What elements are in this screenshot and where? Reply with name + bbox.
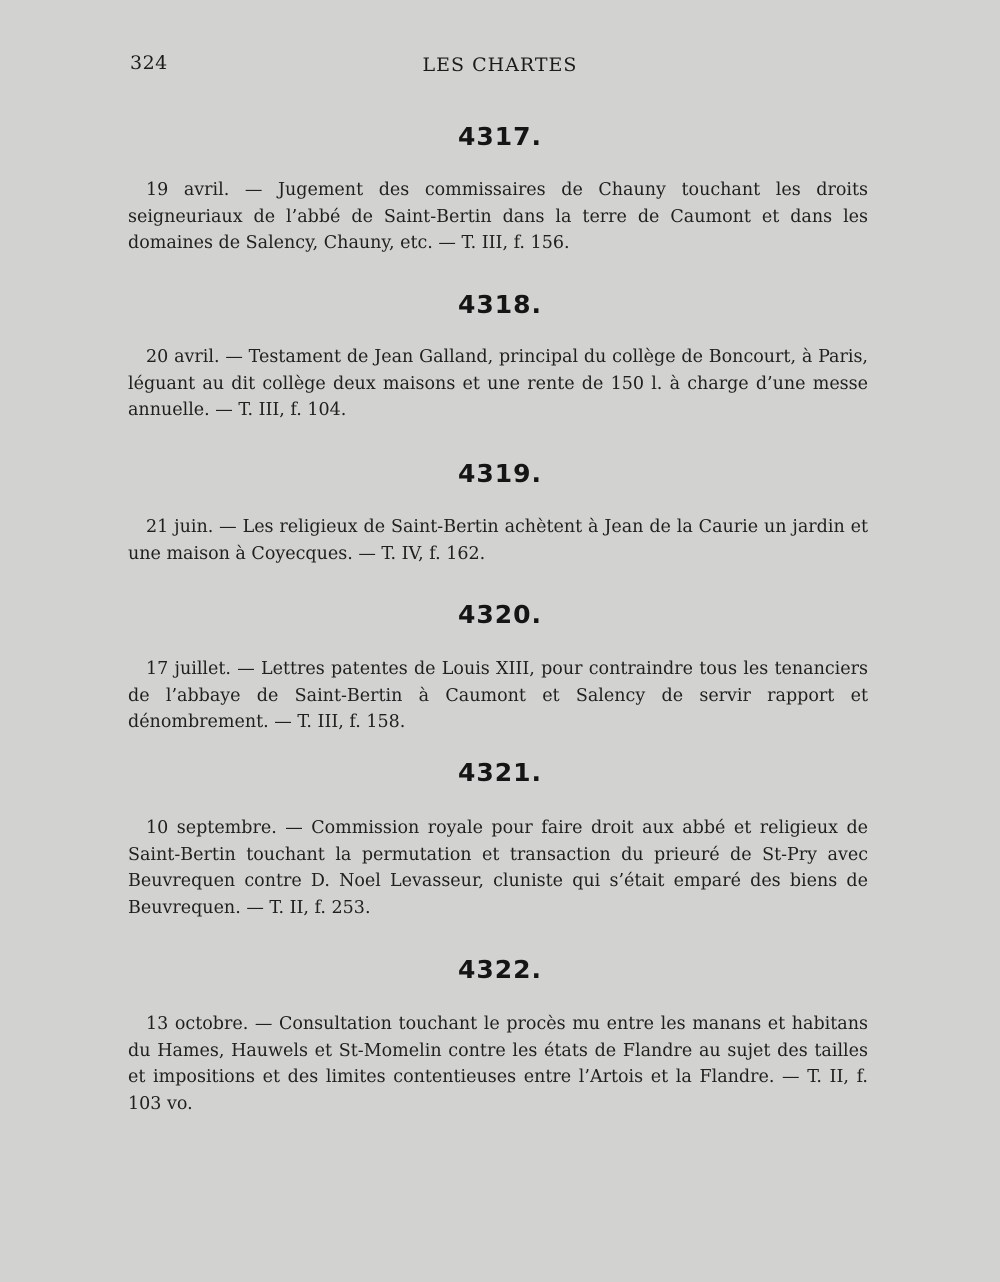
charter-number-4320: 4320. — [457, 600, 543, 629]
running-title: LES CHARTES — [422, 54, 578, 76]
charter-text-4319: 21 juin. — Les religieux de Saint-Bertin achètent à Jean de la Caurie un jardin et une maison à Coyecques. — T. IV, f. 162. — [128, 517, 868, 564]
charter-text-4322: 13 octobre. — Consultation touchant le procès mu entre les manans et habitans du Hames, Hauwels et St-Momelin contre les états de Flandre au sujet des tailles et impositions et des limites contentieuses entre l’Artois et la Flandre. — T. II, f. 103 vo. — [128, 1014, 868, 1114]
charter-number-4319: 4319. — [457, 459, 543, 488]
charter-number-4321: 4321. — [457, 758, 543, 787]
charter-number-4318: 4318. — [457, 290, 543, 319]
page-number: 324 — [130, 52, 168, 74]
charter-text-4318: 20 avril. — Testament de Jean Galland, principal du collège de Boncourt, à Paris, léguant au dit collège deux maisons et une rente de 150 l. à charge d’une messe annuelle. — T. III, f. 104. — [128, 347, 868, 420]
charter-text-4317: 19 avril. — Jugement des commissaires de Chauny touchant les droits seigneuriaux de l’abbé de Saint-Bertin dans la terre de Caumont et dans les domaines de Salency, Chauny, etc. — T. III, f. 156. — [128, 180, 868, 253]
charter-number-4317: 4317. — [457, 122, 543, 151]
charter-text-4321: 10 septembre. — Commission royale pour faire droit aux abbé et religieux de Saint-Bertin touchant la permutation et transaction du prieuré de St-Pry avec Beuvrequen contre D. Noel Levasseur, cluniste qui s’était emparé des biens de Beuvrequen. — T. II, f. 253. — [128, 818, 868, 918]
charter-number-4322: 4322. — [457, 955, 543, 984]
charter-text-4320: 17 juillet. — Lettres patentes de Louis XIII, pour contraindre tous les tenanciers de l’abbaye de Saint-Bertin à Caumont et Salency de servir rapport et dénombrement. — T. III, f. 158. — [128, 659, 868, 732]
